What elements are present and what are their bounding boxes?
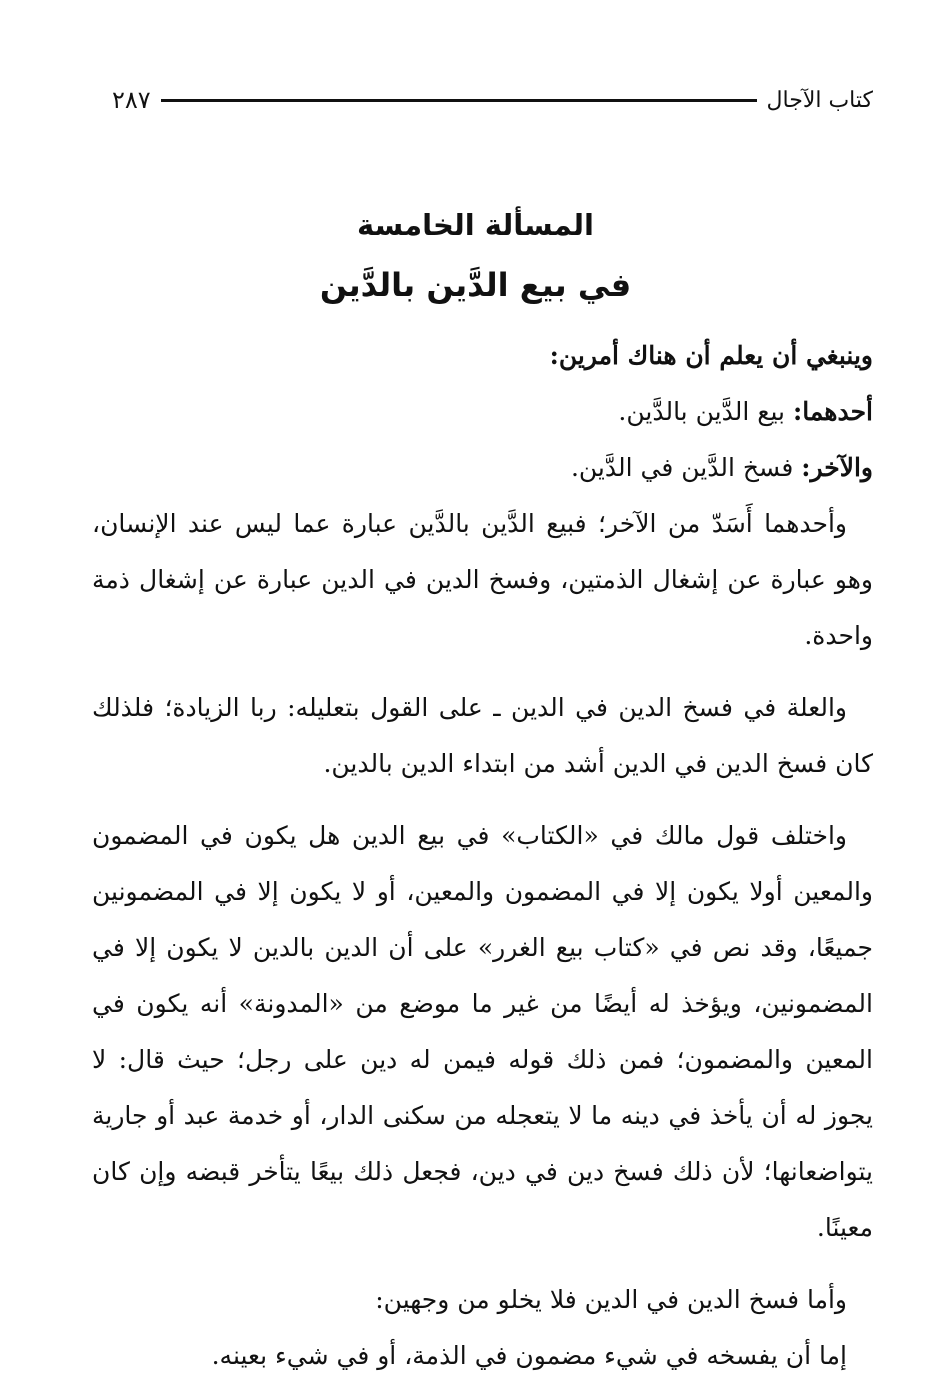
book-title: كتاب الآجال [766, 87, 873, 113]
item-one [92, 384, 873, 440]
body-text [92, 328, 873, 1384]
paragraph-1: وأحدهما أَسَدّ من الآخر؛ فبيع الدَّين بالدَّين عبارة عما ليس عند الإنسان، وهو عبارة عن إشغال الذمتين، وفسخ الدين في الدين عبارة عن إشغال ذمة واحدة. [92, 509, 873, 650]
item-one-label: أحدهما: [792, 397, 873, 426]
section-subtitle: في بيع الدَّين بالدَّين [319, 266, 632, 304]
paragraph-5: إما أن يفسخه في شيء مضمون في الذمة، أو في شيء بعينه. [211, 1341, 847, 1370]
section-headings [0, 196, 951, 316]
page-number: ٢٨٧ [112, 86, 151, 114]
item-two-label: والآخر: [801, 453, 873, 482]
paragraph-3: واختلف قول مالك في «الكتاب» في بيع الدين هل يكون في المضمون والمعين أولا يكون إلا في المضمون والمعين، أو لا يكون إلا في المضمونين جميعًا، وقد نص في «كتاب بيع الغرر» على أن الدين بالدين لا يكون إلا في المضمونين، ويؤخذ له أيضًا من غير ما موضع من «المدونة» أنه يكون في المعين والمضمون؛ فمن ذلك قوله فيمن له دين على رجل؛ حيث قال: لا يجوز له أن يأخذ في دينه ما لا يتعجله من سكنى الدار، أو خدمة عبد أو جارية يتواضعانها؛ لأن ذلك فسخ دين في دين، فجعل ذلك بيعًا يتأخر قبضه وإن كان معينًا. [92, 821, 873, 1242]
paragraph-4: وأما فسخ الدين في الدين فلا يخلو من وجهين: [375, 1285, 847, 1314]
item-two [92, 440, 873, 496]
running-header [112, 80, 873, 120]
paragraph-2: والعلة في فسخ الدين في الدين ـ على القول بتعليله: ربا الزيادة؛ فلذلك كان فسخ الدين في الدين أشد من ابتداء الدين بالدين. [92, 693, 873, 778]
section-title: المسألة الخامسة [357, 208, 594, 242]
header-rule [161, 99, 757, 102]
item-one-text: بيع الدَّين بالدَّين. [618, 397, 786, 426]
item-two-text: فسخ الدَّين في الدَّين. [570, 453, 794, 482]
intro-line: وينبغي أن يعلم أن هناك أمرين: [549, 341, 873, 370]
